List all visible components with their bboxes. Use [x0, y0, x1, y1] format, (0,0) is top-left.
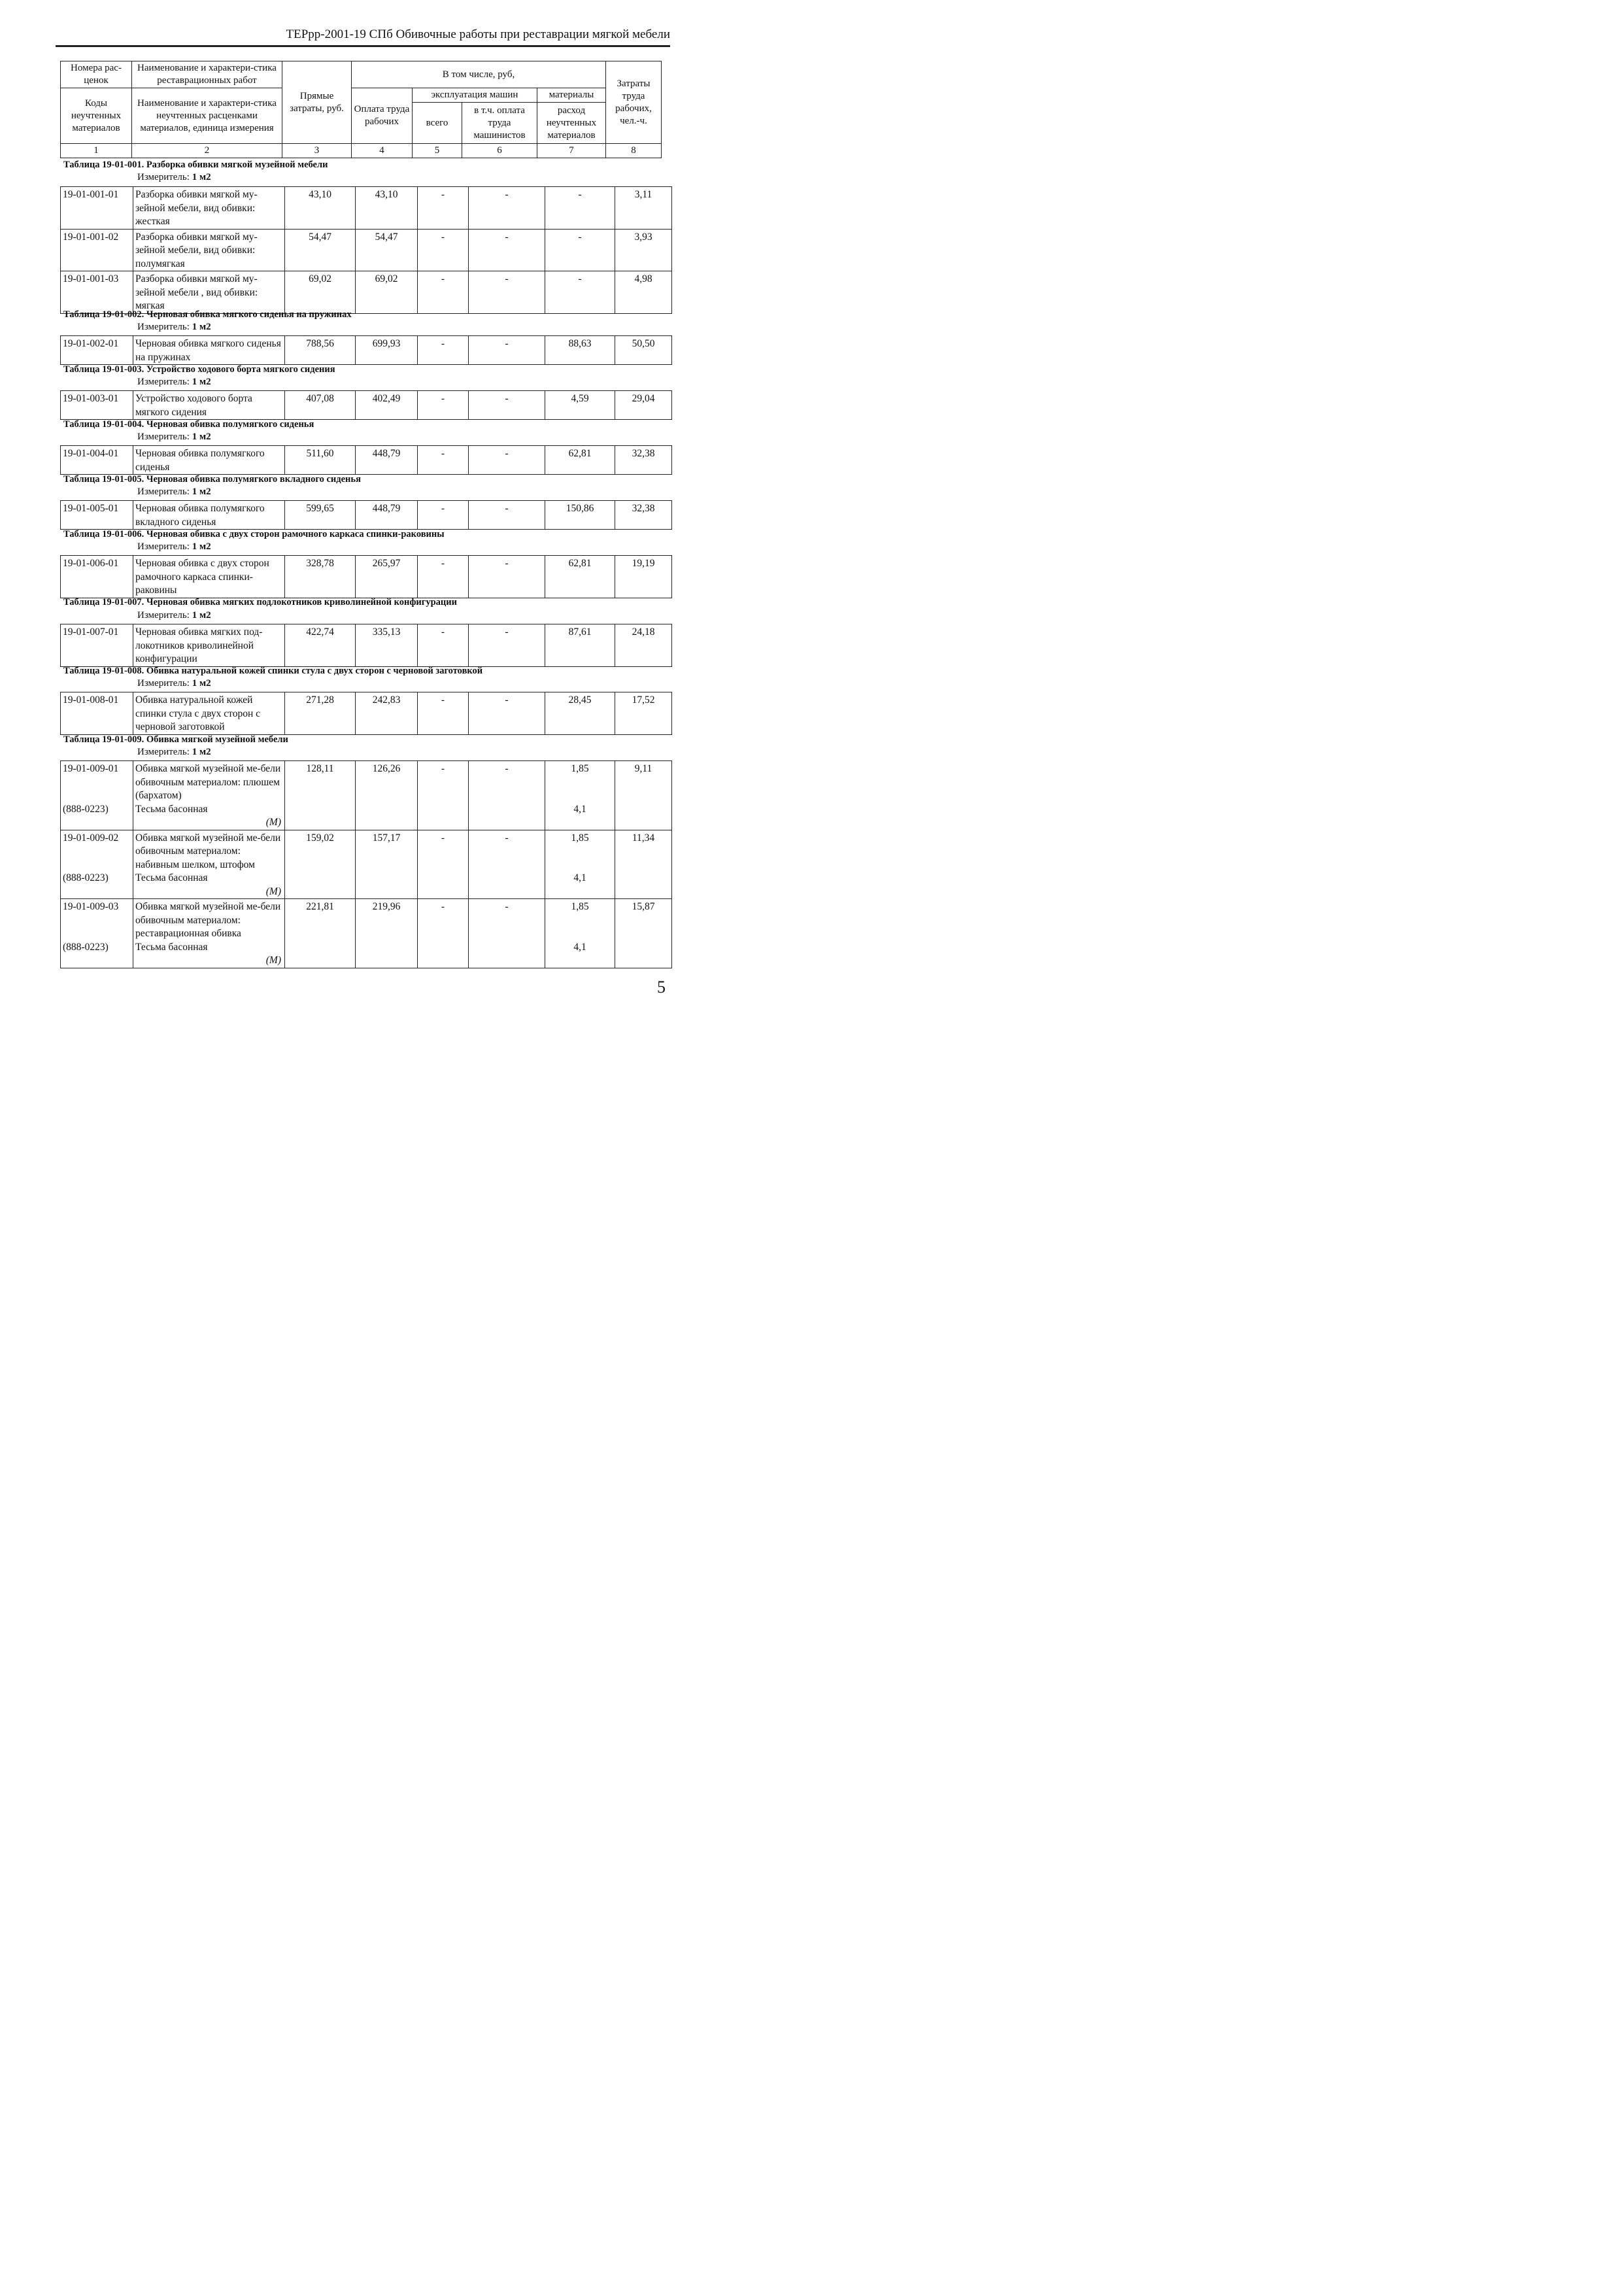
row-machines: - [418, 187, 469, 230]
row-machines: - [418, 229, 469, 271]
section-title: Таблица 19-01-001. Разборка обивки мягкой музейной мебели [63, 160, 328, 170]
measure-line [137, 172, 211, 183]
row-machines: - [418, 556, 469, 598]
row-labor: 402,49 [356, 391, 418, 420]
table-row [61, 187, 672, 230]
measure-unit: 1 м2 [192, 432, 211, 442]
row-code-cell [61, 761, 133, 830]
col4-header: Оплата труда рабочих [352, 88, 413, 144]
group-header: В том числе, руб, [352, 61, 606, 88]
section-title: Таблица 19-01-009. Обивка мягкой музейной мебели [63, 734, 288, 745]
row-name: Черновая обивка с двух сторон рамочного каркаса спинки-раковины [133, 556, 285, 598]
section-table [60, 500, 672, 530]
measure-label: Измеритель: [137, 377, 190, 387]
row-direct: 221,81 [285, 899, 356, 968]
row-direct: 69,02 [285, 271, 356, 314]
row-code: 19-01-002-01 [61, 336, 133, 365]
section-title: Таблица 19-01-007. Черновая обивка мягких подлокотников криволинейной конфигурации [63, 597, 457, 607]
material-qty: 4,1 [573, 872, 586, 883]
col-number: 1 [61, 144, 132, 158]
measure-line [137, 322, 211, 333]
section-table [60, 624, 672, 667]
row-materials: 4,59 [545, 391, 615, 420]
materials-header: материалы [537, 88, 606, 103]
row-machine-labor: - [469, 830, 545, 899]
section-title: Таблица 19-01-002. Черновая обивка мягкого сиденья на пружинах [63, 309, 352, 320]
measure-unit: 1 м2 [192, 486, 211, 497]
table-row [61, 692, 672, 735]
section-title: Таблица 19-01-006. Черновая обивка с двух сторон рамочного каркаса спинки-раковины [63, 529, 445, 539]
row-materials-cell [545, 899, 615, 968]
row-machine-labor: - [469, 271, 545, 314]
measure-unit: 1 м2 [192, 377, 211, 387]
row-machine-labor: - [469, 336, 545, 365]
row-hours: 15,87 [615, 899, 672, 968]
material-tag: (М) [265, 955, 281, 966]
row-name-cell [133, 830, 285, 899]
section-table [60, 692, 672, 735]
table-row [61, 271, 672, 314]
row-materials: - [545, 271, 615, 314]
row-materials: 1,85 [571, 832, 589, 844]
table-row [61, 830, 672, 899]
row-code: 19-01-001-01 [61, 187, 133, 230]
row-name: Разборка обивки мягкой му-зейной мебели, вид обивки: жесткая [133, 187, 285, 230]
row-labor: 265,97 [356, 556, 418, 598]
material-tag: (М) [265, 885, 281, 897]
row-code: 19-01-001-03 [61, 271, 133, 314]
row-hours: 17,52 [615, 692, 672, 735]
row-hours: 32,38 [615, 446, 672, 475]
row-machines: - [418, 624, 469, 667]
row-name: Черновая обивка полумягкого сиденья [133, 446, 285, 475]
row-code: 19-01-009-01 [63, 763, 119, 774]
row-machines: - [418, 336, 469, 365]
material-qty: 4,1 [573, 803, 586, 815]
material-name: Тесьма басонная [135, 941, 208, 953]
section-table [60, 335, 672, 365]
row-name: Черновая обивка мягких под-локотников криволинейной конфигурации [133, 624, 285, 667]
row-machine-labor: - [469, 692, 545, 735]
table-row [61, 761, 672, 830]
material-qty: 4,1 [573, 941, 586, 953]
table-row [61, 501, 672, 530]
row-machine-labor: - [469, 501, 545, 530]
row-labor: 43,10 [356, 187, 418, 230]
section-table [60, 186, 672, 314]
row-direct: 407,08 [285, 391, 356, 420]
col2-bottom: Наименование и характери-стика неучтенных расценками материалов, единица измерения [132, 88, 282, 144]
row-hours: 24,18 [615, 624, 672, 667]
row-materials-cell [545, 761, 615, 830]
row-code: 19-01-001-02 [61, 229, 133, 271]
row-labor: 69,02 [356, 271, 418, 314]
row-name: Устройство ходового борта мягкого сидения [133, 391, 285, 420]
measure-unit: 1 м2 [192, 172, 211, 182]
measure-line [137, 432, 211, 443]
measure-label: Измеритель: [137, 486, 190, 497]
measure-line [137, 678, 211, 689]
col-number: 6 [462, 144, 537, 158]
table-row [61, 556, 672, 598]
material-name: Тесьма басонная [135, 803, 208, 815]
col1-bottom: Коды неучтенных материалов [61, 88, 132, 144]
row-machines: - [418, 446, 469, 475]
row-name: Обивка мягкой музейной ме-бели обивочным материалом: плюшем (бархатом) [135, 763, 281, 801]
row-direct: 271,28 [285, 692, 356, 735]
section-title: Таблица 19-01-004. Черновая обивка полумягкого сиденья [63, 419, 314, 430]
section-table [60, 390, 672, 420]
measure-unit: 1 м2 [192, 541, 211, 552]
row-name-cell [133, 899, 285, 968]
row-materials-cell [545, 830, 615, 899]
row-direct: 422,74 [285, 624, 356, 667]
measure-label: Измеритель: [137, 432, 190, 442]
material-code: (888-0223) [63, 941, 109, 953]
header-rule [56, 46, 670, 47]
table-header [60, 61, 662, 158]
row-hours: 9,11 [615, 761, 672, 830]
row-labor: 448,79 [356, 501, 418, 530]
row-name: Обивка натуральной кожей спинки стула с двух сторон с черновой заготовкой [133, 692, 285, 735]
col-number: 8 [606, 144, 662, 158]
row-hours: 32,38 [615, 501, 672, 530]
row-hours: 50,50 [615, 336, 672, 365]
row-code: 19-01-007-01 [61, 624, 133, 667]
row-machine-labor: - [469, 899, 545, 968]
col2-top: Наименование и характери-стика реставрационных работ [132, 61, 282, 88]
row-hours: 3,11 [615, 187, 672, 230]
measure-line [137, 377, 211, 388]
row-materials: 88,63 [545, 336, 615, 365]
material-name: Тесьма басонная [135, 872, 208, 883]
material-code: (888-0223) [63, 803, 109, 815]
measure-label: Измеритель: [137, 747, 190, 757]
row-materials: - [545, 187, 615, 230]
row-machine-labor: - [469, 624, 545, 667]
row-direct: 328,78 [285, 556, 356, 598]
row-machines: - [418, 501, 469, 530]
row-machines: - [418, 830, 469, 899]
row-materials: 62,81 [545, 446, 615, 475]
section-table [60, 760, 672, 968]
row-direct: 54,47 [285, 229, 356, 271]
table-row [61, 446, 672, 475]
section-title: Таблица 19-01-008. Обивка натуральной кожей спинки стула с двух сторон с черновой заготовкой [63, 666, 483, 676]
row-machine-labor: - [469, 229, 545, 271]
row-code-cell [61, 830, 133, 899]
row-machine-labor: - [469, 556, 545, 598]
measure-line [137, 486, 211, 498]
col3-header: Прямые затраты, руб. [282, 61, 352, 144]
section-title: Таблица 19-01-003. Устройство ходового борта мягкого сидения [63, 364, 335, 375]
row-machines: - [418, 692, 469, 735]
row-code: 19-01-003-01 [61, 391, 133, 420]
row-materials: 1,85 [571, 763, 589, 774]
row-machine-labor: - [469, 391, 545, 420]
row-code: 19-01-006-01 [61, 556, 133, 598]
col1-top: Номера рас-ценок [61, 61, 132, 88]
row-name: Черновая обивка полумягкого вкладного сиденья [133, 501, 285, 530]
table-row [61, 229, 672, 271]
row-machine-labor: - [469, 446, 545, 475]
measure-unit: 1 м2 [192, 747, 211, 757]
row-labor: 335,13 [356, 624, 418, 667]
row-name: Черновая обивка мягкого сиденья на пружинах [133, 336, 285, 365]
row-code: 19-01-005-01 [61, 501, 133, 530]
col-number: 4 [352, 144, 413, 158]
row-labor: 242,83 [356, 692, 418, 735]
measure-label: Измеритель: [137, 678, 190, 689]
section-title: Таблица 19-01-005. Черновая обивка полумягкого вкладного сиденья [63, 474, 361, 485]
row-hours: 29,04 [615, 391, 672, 420]
row-code: 19-01-008-01 [61, 692, 133, 735]
col8-header: Затраты труда рабочих, чел.-ч. [606, 61, 662, 144]
table-row [61, 391, 672, 420]
row-name: Обивка мягкой музейной ме-бели обивочным материалом: набивным шелком, штофом [135, 832, 281, 870]
row-labor: 219,96 [356, 899, 418, 968]
row-materials: 150,86 [545, 501, 615, 530]
measure-line [137, 747, 211, 758]
row-machine-labor: - [469, 761, 545, 830]
col-number: 7 [537, 144, 606, 158]
row-direct: 43,10 [285, 187, 356, 230]
col5-header: всего [413, 103, 462, 144]
row-direct: 128,11 [285, 761, 356, 830]
document-page [0, 0, 736, 1028]
row-materials: - [545, 229, 615, 271]
row-machines: - [418, 271, 469, 314]
row-direct: 159,02 [285, 830, 356, 899]
table-row [61, 899, 672, 968]
row-code: 19-01-004-01 [61, 446, 133, 475]
table-row [61, 336, 672, 365]
row-labor: 157,17 [356, 830, 418, 899]
machines-header: эксплуатация машин [413, 88, 537, 103]
measure-line [137, 541, 211, 553]
row-machines: - [418, 899, 469, 968]
measure-unit: 1 м2 [192, 678, 211, 689]
measure-unit: 1 м2 [192, 322, 211, 332]
col7-header: расход неучтенных материалов [537, 103, 606, 144]
material-code: (888-0223) [63, 872, 109, 883]
row-direct: 788,56 [285, 336, 356, 365]
row-hours: 19,19 [615, 556, 672, 598]
row-labor: 54,47 [356, 229, 418, 271]
row-code: 19-01-009-03 [63, 901, 119, 912]
row-name: Обивка мягкой музейной ме-бели обивочным материалом: реставрационная обивка [135, 901, 281, 939]
material-tag: (М) [265, 817, 281, 828]
row-machines: - [418, 761, 469, 830]
row-name-cell [133, 761, 285, 830]
row-materials: 28,45 [545, 692, 615, 735]
table-row [61, 624, 672, 667]
measure-label: Измеритель: [137, 322, 190, 332]
col-number: 2 [132, 144, 282, 158]
page-number: 5 [657, 978, 666, 997]
row-materials: 1,85 [571, 901, 589, 912]
row-name: Разборка обивки мягкой му-зейной мебели, вид обивки: полумягкая [133, 229, 285, 271]
col-number: 3 [282, 144, 352, 158]
row-name: Разборка обивки мягкой му-зейной мебели , вид обивки: мягкая [133, 271, 285, 314]
row-code-cell [61, 899, 133, 968]
row-direct: 511,60 [285, 446, 356, 475]
row-materials: 62,81 [545, 556, 615, 598]
row-machines: - [418, 391, 469, 420]
row-hours: 11,34 [615, 830, 672, 899]
row-labor: 126,26 [356, 761, 418, 830]
row-direct: 599,65 [285, 501, 356, 530]
measure-label: Измеритель: [137, 610, 190, 621]
row-machine-labor: - [469, 187, 545, 230]
row-code: 19-01-009-02 [63, 832, 119, 844]
col-number: 5 [413, 144, 462, 158]
measure-label: Измеритель: [137, 541, 190, 552]
row-hours: 4,98 [615, 271, 672, 314]
row-labor: 448,79 [356, 446, 418, 475]
row-materials: 87,61 [545, 624, 615, 667]
running-header: ТЕРрр-2001-19 СПб Обивочные работы при реставрации мягкой мебели [56, 27, 670, 46]
row-labor: 699,93 [356, 336, 418, 365]
measure-label: Измеритель: [137, 172, 190, 182]
col6-header: в т.ч. оплата труда машинистов [462, 103, 537, 144]
measure-unit: 1 м2 [192, 610, 211, 621]
section-table [60, 445, 672, 475]
section-table [60, 555, 672, 598]
measure-line [137, 610, 211, 621]
row-hours: 3,93 [615, 229, 672, 271]
